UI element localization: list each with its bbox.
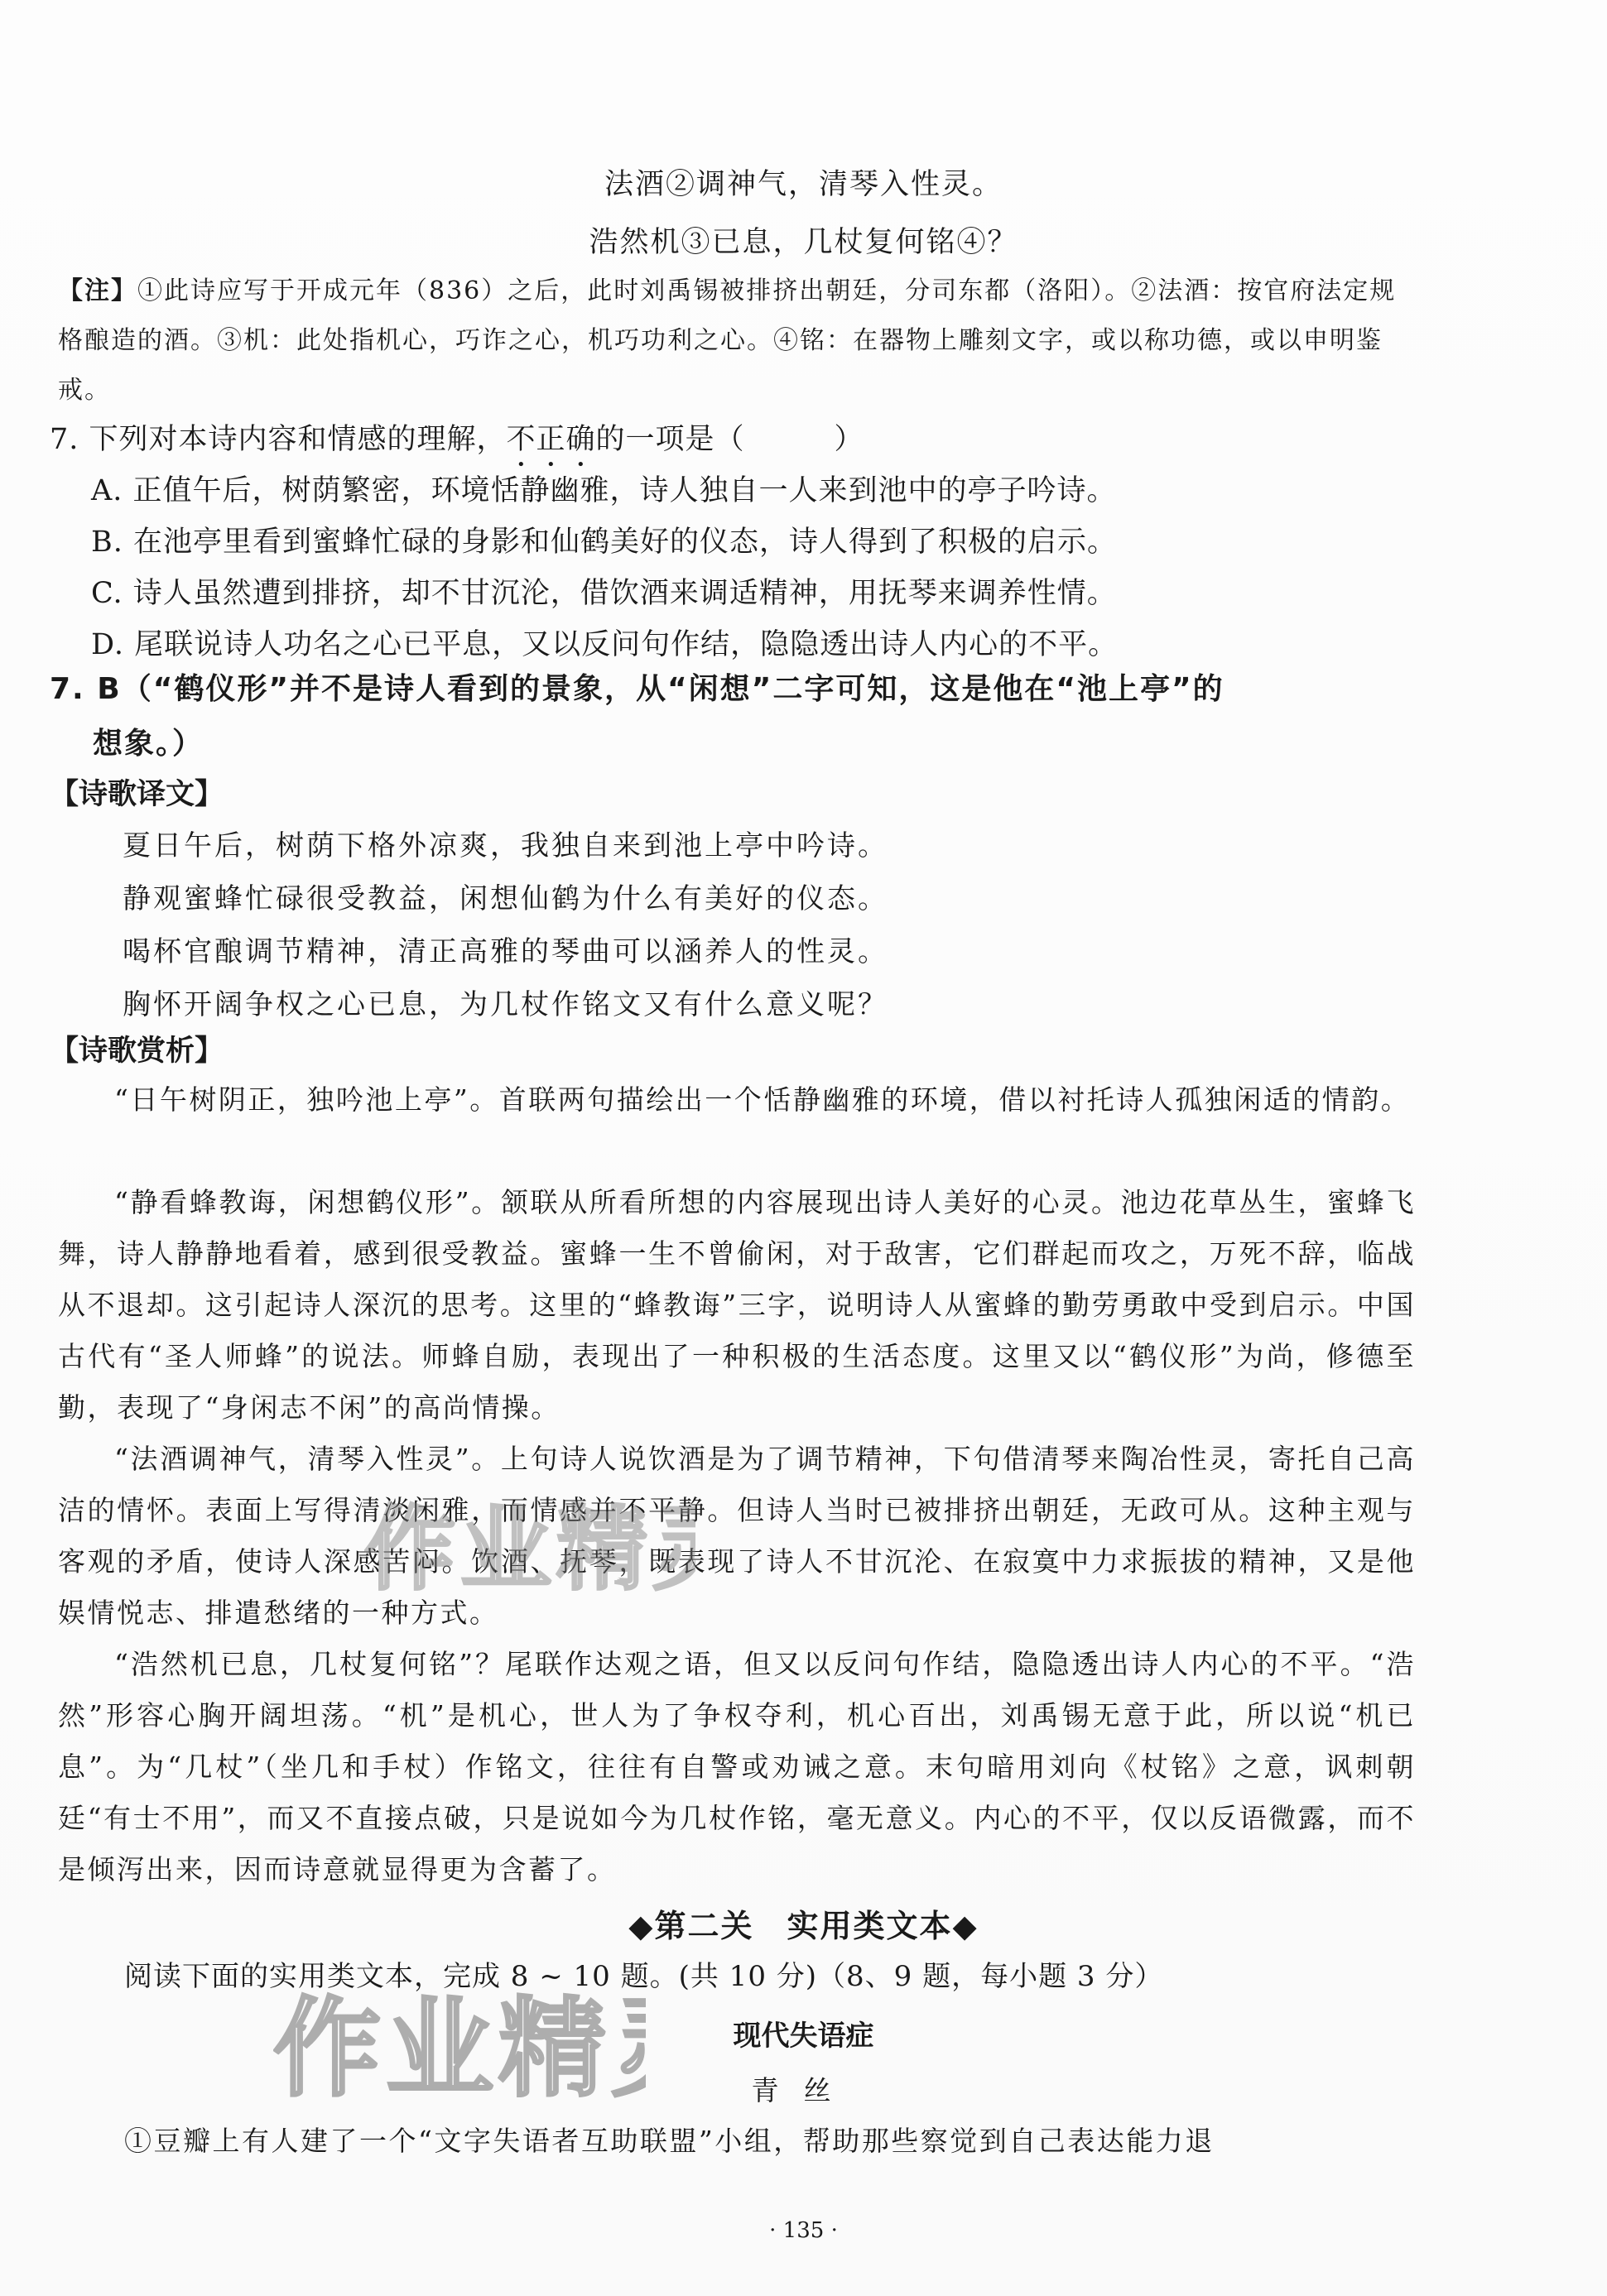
translation-line-3: 喝杯官酿调节精神，清正高雅的琴曲可以涵养人的性灵。 <box>123 935 888 968</box>
appreciation-paragraph-2: “静看蜂教诲，闲想鹤仪形”。颔联从所看所想的内容展现出诗人美好的心灵。池边花草丛生，蜜蜂飞舞，诗人静静地看着，感到很受教益。蜜蜂一生不曾偷闲，对于敌害，它们群起而攻之，万死不辞，临战从不退却。这引起诗人深沉的思考。这里的“蜂教诲”三字，说明诗人从蜜蜂的勤劳勇敢中受到启示。中国古代有“圣人师蜂”的说法。师蜂自励，表现出了一种积极的生活态度。这里又以“鹤仪形”为尚，修德至勤，表现了“身闲志不闲”的高尚情操。 <box>58 1186 1416 1424</box>
translation-line-2: 静观蜜蜂忙碌很受教益，闲想仙鹤为什么有美好的仪态。 <box>123 882 888 915</box>
option-a: A. 正值午后，树荫繁密，环境恬静幽雅，诗人独自一人来到池中的亭子吟诗。 <box>91 474 1117 507</box>
question-7-suffix: 的一项是（ ） <box>595 423 864 456</box>
note-label: 【注】 <box>58 276 137 305</box>
appreciation-heading: 【诗歌赏析】 <box>50 1035 224 1068</box>
answer-7-line-1: 7. B（“鹤仪形”并不是诗人看到的景象，从“闲想”二字可知，这是他在“池上亭”的 <box>50 672 1224 706</box>
watermark-bottom <box>273 1978 646 2128</box>
appreciation-paragraph-4: “浩然机已息，几杖复何铭”？尾联作达观之语，但又以反问句作结，隐隐透出诗人内心的不平。“浩然”形容心胸开阔坦荡。“机”是机心，世人为了争权夺利，机心百出，刘禹锡无意于此，所以说“机已息”。为“几杖”（坐几和手杖）作铭文，往往有自警或劝诫之意。末句暗用刘向《杖铭》之意，讽刺朝廷“有士不用”，而又不直接点破，只是说如今为几杖作铭，毫无意义。内心的不平，仅以反语微露，而不是倾泻出来，因而诗意就显得更为含蓄了。 <box>58 1648 1416 1885</box>
appreciation-paragraph-3: “法酒调神气，清琴入性灵”。上句诗人说饮酒是为了调节精神，下句借清琴来陶冶性灵，寄托自己高洁的情怀。表面上写得清淡闲雅，而情感并不平静。但诗人当时已被排挤出朝廷，无政可从。这种主观与客观的矛盾，使诗人深感苦闷。饮酒、抚琴，既表现了诗人不甘沉沦、在寂寞中力求振拔的精神，又是他娱情悦志、排遣愁绪的一种方式。 <box>58 1443 1416 1629</box>
section-2-instruction: 阅读下面的实用类文本，完成 8 ~ 10 题。(共 10 分)（8、9 题，每小题 3 分） <box>124 1960 1164 1993</box>
svg-text:作业精灵: 作业精 <box>364 1496 652 1597</box>
question-7-emphasis: 不正确 <box>506 423 596 456</box>
svg-text:作业精灵: 作业精 <box>273 1986 612 2102</box>
watermark-logo-icon <box>364 1490 695 1597</box>
translation-line-4: 胸怀开阔争权之心已息，为几杖作铭文又有什么意义呢？ <box>123 988 888 1021</box>
note-text: ①此诗应写于开成元年（836）之后，此时刘禹锡被排挤出朝廷，分司东都（洛阳）。②法酒：按官府法定规格酿造的酒。③机：此处指机心，巧诈之心，机巧功利之心。④铭：在器物上雕刻文字，或以称功德，或以申明鉴戒。 <box>58 276 1397 405</box>
article-author: 青丝 <box>751 2074 856 2106</box>
section-2-title: ◆第二关 实用类文本◆ <box>628 1908 979 1944</box>
poem-line-2: 浩然机③已息，几杖复何铭④？ <box>589 226 1018 259</box>
article-title: 现代失语症 <box>733 2020 874 2053</box>
option-c: C. 诗人虽然遭到排挤，却不甘沉沦，借饮酒来调适精神，用抚琴来调养性情。 <box>91 577 1117 610</box>
option-d: D. 尾联说诗人功名之心已平息，又以反问句作结，隐隐透出诗人内心的不平。 <box>91 628 1119 661</box>
poem-note <box>58 267 1416 415</box>
translation-line-1: 夏日午后，树荫下格外凉爽，我独自来到池上亭中吟诗。 <box>123 829 888 862</box>
answer-7 <box>50 662 1424 771</box>
article-first-line: ①豆瓣上有人建了一个“文字失语者互助联盟”小组，帮助那些察觉到自己表达能力退 <box>124 2125 1215 2157</box>
watermark-mid <box>364 1490 695 1619</box>
translation-heading: 【诗歌译文】 <box>50 778 224 811</box>
option-b: B. 在池亭里看到蜜蜂忙碌的身影和仙鹤美好的仪态，诗人得到了积极的启示。 <box>91 526 1117 559</box>
watermark-logo-icon-2 <box>273 1978 646 2102</box>
poem-line-1: 法酒②调神气，清琴入性灵。 <box>604 168 1003 201</box>
page-number: · 135 · <box>769 2218 838 2243</box>
appreciation-paragraph-1: “日午树阴正，独吟池上亭”。首联两句描绘出一个恬静幽雅的环境，借以衬托诗人孤独闲适的情韵。 <box>114 1083 1411 1116</box>
question-7-prefix: 7. 下列对本诗内容和情感的理解， <box>50 423 507 456</box>
answer-7-line-2: 想象。） <box>93 727 204 761</box>
